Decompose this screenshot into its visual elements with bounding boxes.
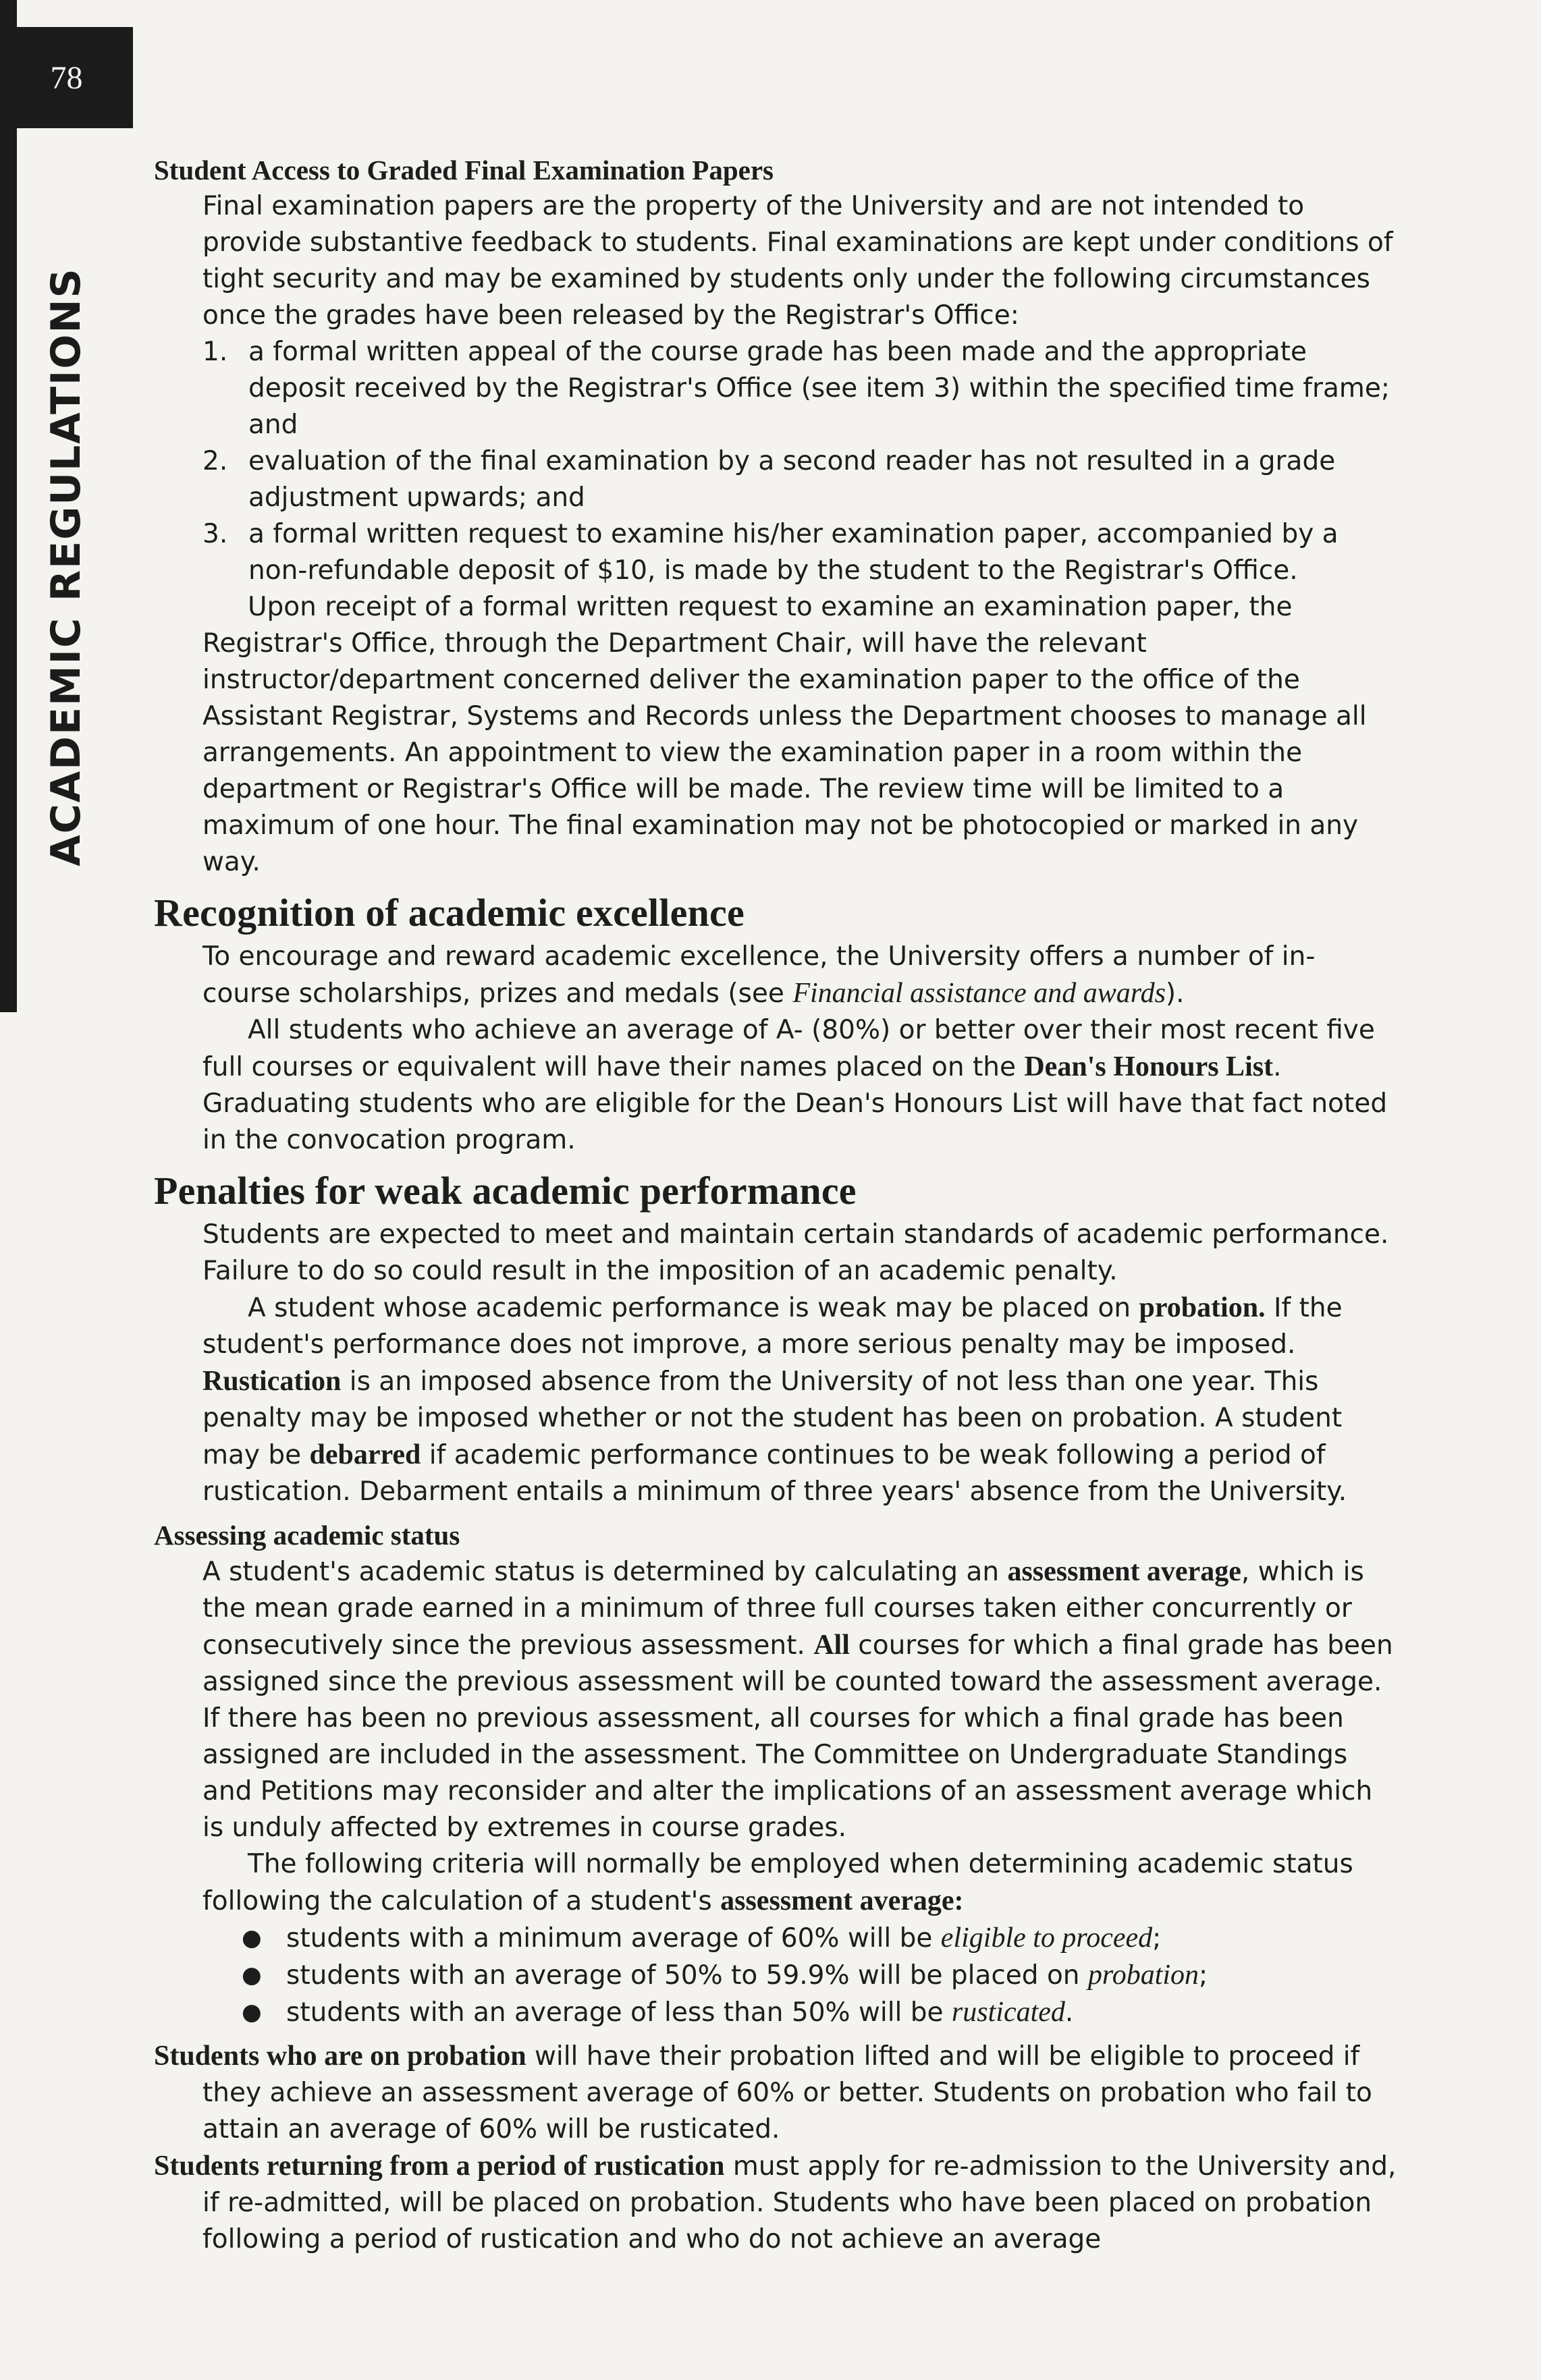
exam-access-subheading: Student Access to Graded Final Examination Papers: [154, 155, 774, 186]
list-item: 3. a formal written request to examine his/her examination paper, accompanied by a non-refundable deposit of $10, is made by the student to the Registrar's Office.: [202, 519, 1339, 586]
list-item: 1. a formal written appeal of the course grade has been made and the appropriate deposit received by the Registrar's Office (see item 3) within the specified time frame; and: [202, 337, 1390, 440]
list-item: ● students with an average of less than 50% will be rusticated.: [242, 1997, 1074, 2028]
sidebar-bar: [0, 0, 17, 1012]
penalties-heading: Penalties for weak academic performance: [154, 1169, 857, 1213]
excellence-para-2: All students who achieve an average of A- (80%) or better over their most recent five full courses or equivalent will have their names placed on the Dean's Honours List. Graduating students who are eligible for the Dean's Honours List will have that fact noted in the convocation program.: [202, 1015, 1388, 1155]
assessing-para-2: The following criteria will normally be employed when determining academic status following the calculation of a student's assessment average:: [202, 1849, 1353, 1916]
status-criteria-list: [242, 1920, 1399, 2031]
excellence-para-1: To encourage and reward academic excellence, the University offers a number of in-course scholarships, prizes and medals (see Financial assistance and awards).: [202, 941, 1316, 1009]
exam-access-conditions: [202, 334, 1399, 589]
assessing-para-1: A student's academic status is determined by calculating an assessment average, which is the mean grade earned in a minimum of three full courses taken either concurrently or consecutively since the previous assessment. All courses for which a final grade has been assigned since the previous assessment will be counted toward the assessment average. If there has been no previous assessment, all courses for which a final grade has been assigned are included in the assessment. The Committee on Undergraduate Standings and Petitions may reconsider and alter the implications of an assessment average which is unduly affected by extremes in course grades.: [202, 1556, 1393, 1843]
rustication-paragraph: Students returning from a period of rustication must apply for re-admission to the University and, if re-admitted, will be placed on probation. Students who have been placed on probation following a period of rustication and who do not achieve an average: [154, 2151, 1397, 2254]
probation-paragraph: Students who are on probation will have their probation lifted and will be eligible to proceed if they achieve an assessment average of 60% or better. Students on probation who fail to attain an average of 60% will be rusticated.: [154, 2041, 1372, 2144]
page-body: [154, 152, 1399, 2258]
list-item: ● students with a minimum average of 60% will be eligible to proceed;: [242, 1922, 1162, 1954]
list-item: 2. evaluation of the final examination by a second reader has not resulted in a grade adjustment upwards; and: [202, 446, 1336, 513]
excellence-heading: Recognition of academic excellence: [154, 891, 745, 935]
page-number: 78: [0, 27, 133, 128]
exam-access-intro: Final examination papers are the property of the University and are not intended to provide substantive feedback to students. Final examinations are kept under conditions of tight security and may be examined by students only under the following circumstances once the grades have been released by the Registrar's Office:: [202, 191, 1393, 331]
exam-access-procedure: Upon receipt of a formal written request to examine an examination paper, the Registrar's Office, through the Department Chair, will have the relevant instructor/department concerned deliver the examination paper to the office of the Assistant Registrar, Systems and Records unless the Department chooses to manage all arrangements. An appointment to view the examination paper in a room within the department or Registrar's Office will be made. The review time will be limited to a maximum of one hour. The final examination may not be photocopied or marked in any way.: [202, 592, 1367, 877]
assessing-subheading: Assessing academic status: [154, 1520, 460, 1551]
side-section-title: ACADEMIC REGULATIONS: [43, 267, 90, 866]
penalties-para-2: A student whose academic performance is weak may be placed on probation. If the student's performance does not improve, a more serious penalty may be imposed. Rustication is an imposed absence from the University of not less than one year. This penalty may be imposed whether or not the student has been on probation. A student may be debarred if academic performance continues to be weak following a period of rustication. Debarment entails a minimum of three years' absence from the University.: [202, 1292, 1347, 1507]
list-item: ● students with an average of 50% to 59.9% will be placed on probation;: [242, 1960, 1208, 1991]
penalties-para-1: Students are expected to meet and maintain certain standards of academic performance. Failure to do so could result in the imposition of an academic penalty.: [202, 1219, 1389, 1286]
